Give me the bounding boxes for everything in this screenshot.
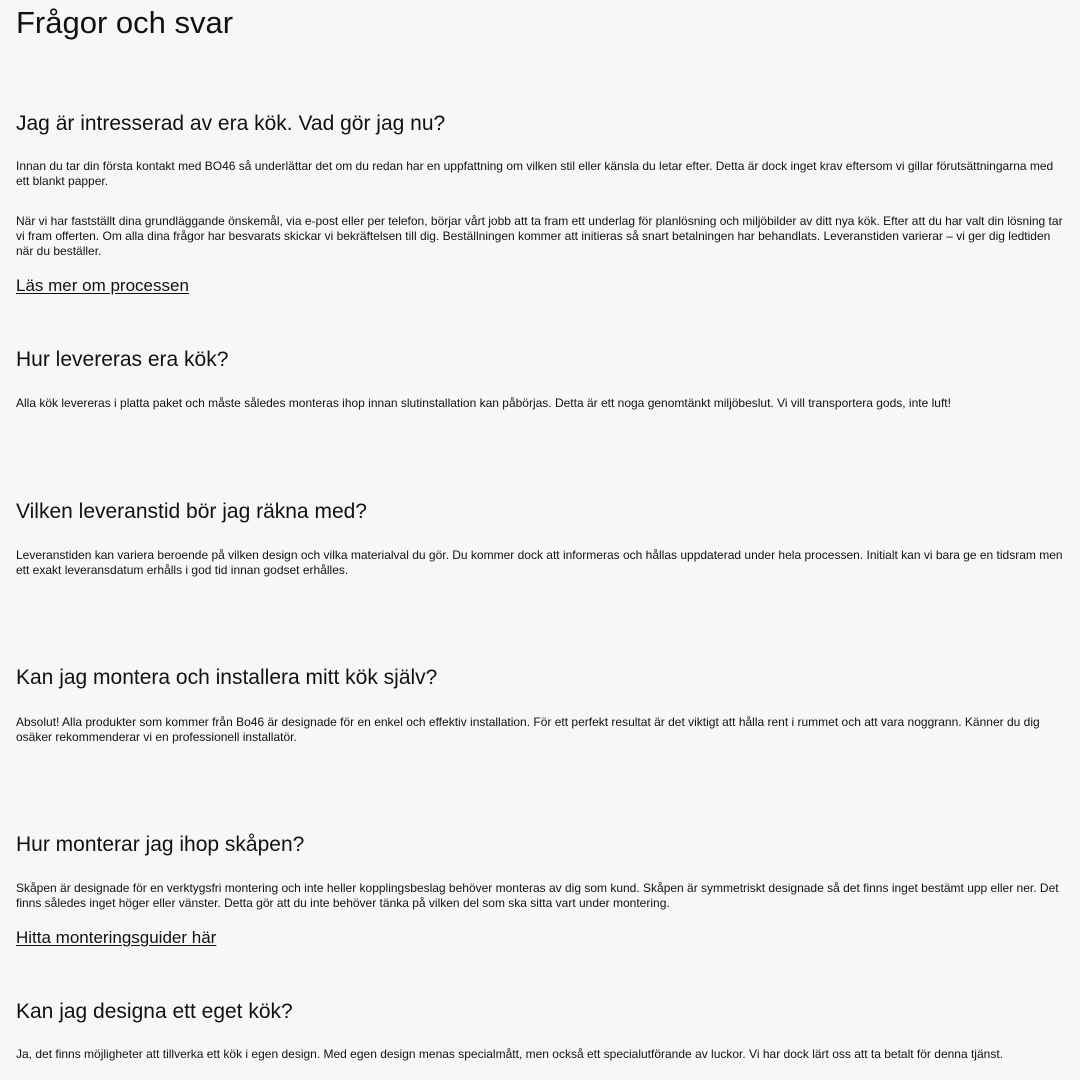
faq-section-assembly: [16, 832, 1064, 948]
faq-section-interest: [16, 111, 1064, 296]
faq-question: Hur monterar jag ihop skåpen?: [16, 833, 305, 856]
faq-question: Vilken leveranstid bör jag räkna med?: [16, 500, 367, 523]
faq-answer-paragraph: Innan du tar din första kontakt med BO46 så underlättar det om du redan har en uppfattning om vilken stil eller känsla du letar efter. Detta är dock inget krav eftersom vi gillar förutsättningarna med ett blankt papper.: [16, 159, 1054, 188]
faq-answer-paragraph: När vi har fastställt dina grundläggande önskemål, via e-post eller per telefon, börjar vårt jobb att ta fram ett underlag för planlösning och miljöbilder av ditt nya kök. Efter att du har valt din lösning tar vi fram offerten. Om alla dina frågor har besvarats skickar vi bekräftelsen till dig. Beställningen kommer att initieras så snart betalningen har behandlats. Leveranstiden varierar – vi ger dig ledtiden när du beställer.: [16, 214, 1063, 258]
page-title: Frågor och svar: [16, 5, 234, 40]
faq-section-delivery: [16, 347, 1064, 411]
faq-section-self-install: [16, 665, 1064, 745]
faq-question: Kan jag montera och installera mitt kök själv?: [16, 666, 438, 689]
faq-answer-paragraph: Skåpen är designade för en verktygsfri montering och inte heller kopplingsbeslag behöver monteras av dig som kund. Skåpen är symmetriskt designade så det finns inget bestämt upp eller ner. Det finns således inget höger eller vänster. Detta gör att du inte behöver tänka på vilken del som ska sitta vart under montering.: [16, 881, 1059, 910]
faq-answer-paragraph: Absolut! Alla produkter som kommer från Bo46 är designade för en enkel och effektiv installation. För ett perfekt resultat är det viktigt att hålla rent i rummet och att vara noggrann. Känner du dig osäker rekommenderar vi en professionell installatör.: [16, 715, 1040, 744]
faq-answer-paragraph: Leveranstiden kan variera beroende på vilken design och vilka materialval du gör. Du kommer dock att informeras och hållas uppdaterad under hela processen. Initialt kan vi bara ge en tidsram men ett exakt leveransdatum erhålls i god tid innan godset erhålles.: [16, 548, 1063, 577]
faq-answer-paragraph: Ja, det finns möjligheter att tillverka ett kök i egen design. Med egen design menas specialmått, men också ett specialutförande av luckor. Vi har dock lärt oss att ta betalt för denna tjänst.: [16, 1047, 1003, 1061]
faq-section-custom-design: [16, 999, 1064, 1062]
faq-section-lead-time: [16, 499, 1064, 578]
faq-answer-paragraph: Alla kök levereras i platta paket och måste således monteras ihop innan slutinstallation kan påbörjas. Detta är ett noga genomtänkt miljöbeslut. Vi vill transportera gods, inte luft!: [16, 396, 951, 410]
faq-question: Kan jag designa ett eget kök?: [16, 1000, 293, 1023]
read-more-process-link[interactable]: Läs mer om processen: [16, 276, 189, 295]
assembly-guides-link[interactable]: Hitta monteringsguider här: [16, 928, 217, 947]
faq-question: Jag är intresserad av era kök. Vad gör jag nu?: [16, 112, 446, 135]
faq-question: Hur levereras era kök?: [16, 348, 229, 371]
